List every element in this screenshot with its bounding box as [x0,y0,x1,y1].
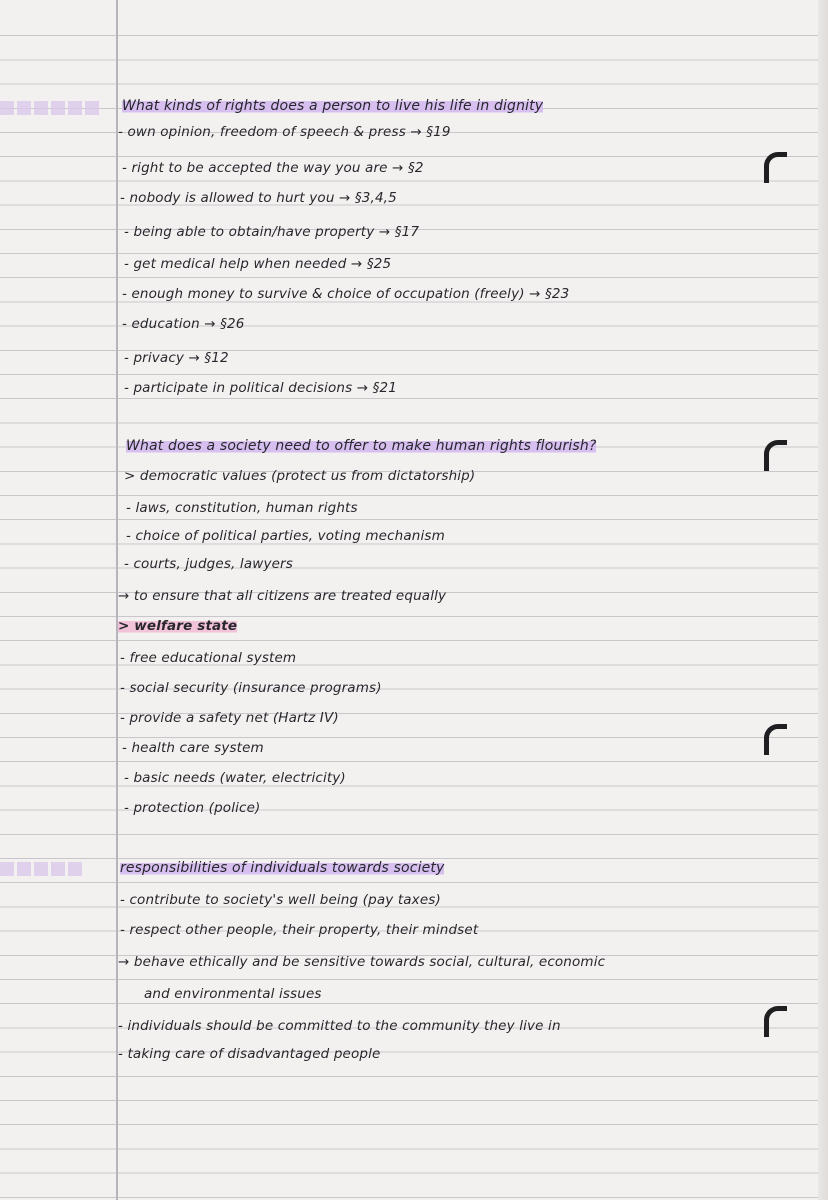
binder-hole-mark [764,1006,787,1037]
list-item: - privacy → §12 [124,350,229,366]
binder-hole-mark [764,724,787,755]
list-item: - nobody is allowed to hurt you → §3,4,5 [120,190,397,206]
list-item: - choice of political parties, voting mechanism [126,528,445,544]
list-item: - participate in political decisions → §21 [124,380,398,396]
list-item: - free educational system [120,650,297,666]
list-item: and environmental issues [144,986,322,1002]
list-item: - basic needs (water, electricity) [124,770,346,786]
list-item: - provide a safety net (Hartz IV) [120,710,339,726]
list-item: - enough money to survive & choice of occupation (freely) → §23 [122,286,570,302]
list-item: - health care system [122,740,264,756]
list-item: - laws, constitution, human rights [126,500,358,516]
list-item: - courts, judges, lawyers [124,556,293,572]
list-item: - own opinion, freedom of speech & press → §19 [118,124,451,140]
page-edge [818,0,828,1200]
list-item: → behave ethically and be sensitive towards social, cultural, economic [118,954,606,970]
heading-text: responsibilities of individuals towards society [120,860,445,876]
section-heading [122,98,543,114]
heading-text: What does a society need to offer to make human rights flourish? [126,438,597,454]
list-item: - get medical help when needed → §25 [124,256,392,272]
subheading-text: > welfare state [118,618,238,634]
list-item: - being able to obtain/have property → §17 [124,224,420,240]
section-heading [120,860,444,876]
list-item: - social security (insurance programs) [120,680,382,696]
list-item: - education → §26 [122,316,245,332]
highlight-tab-marks [0,862,82,876]
list-item: → to ensure that all citizens are treated equally [118,588,447,604]
list-item: > democratic values (protect us from dictatorship) [124,468,476,484]
section-heading [126,438,596,454]
list-item: - taking care of disadvantaged people [118,1046,381,1062]
list-item: - right to be accepted the way you are → §2 [122,160,424,176]
list-item: - contribute to society's well being (pay taxes) [120,892,441,908]
subheading [118,618,237,634]
highlight-tab-marks [0,101,99,115]
binder-hole-mark [764,152,787,183]
list-item: - protection (police) [124,800,261,816]
heading-text: What kinds of rights does a person to live his life in dignity [122,98,544,114]
list-item: - respect other people, their property, their mindset [120,922,479,938]
list-item: - individuals should be committed to the community they live in [118,1018,561,1034]
binder-hole-mark [764,440,787,471]
